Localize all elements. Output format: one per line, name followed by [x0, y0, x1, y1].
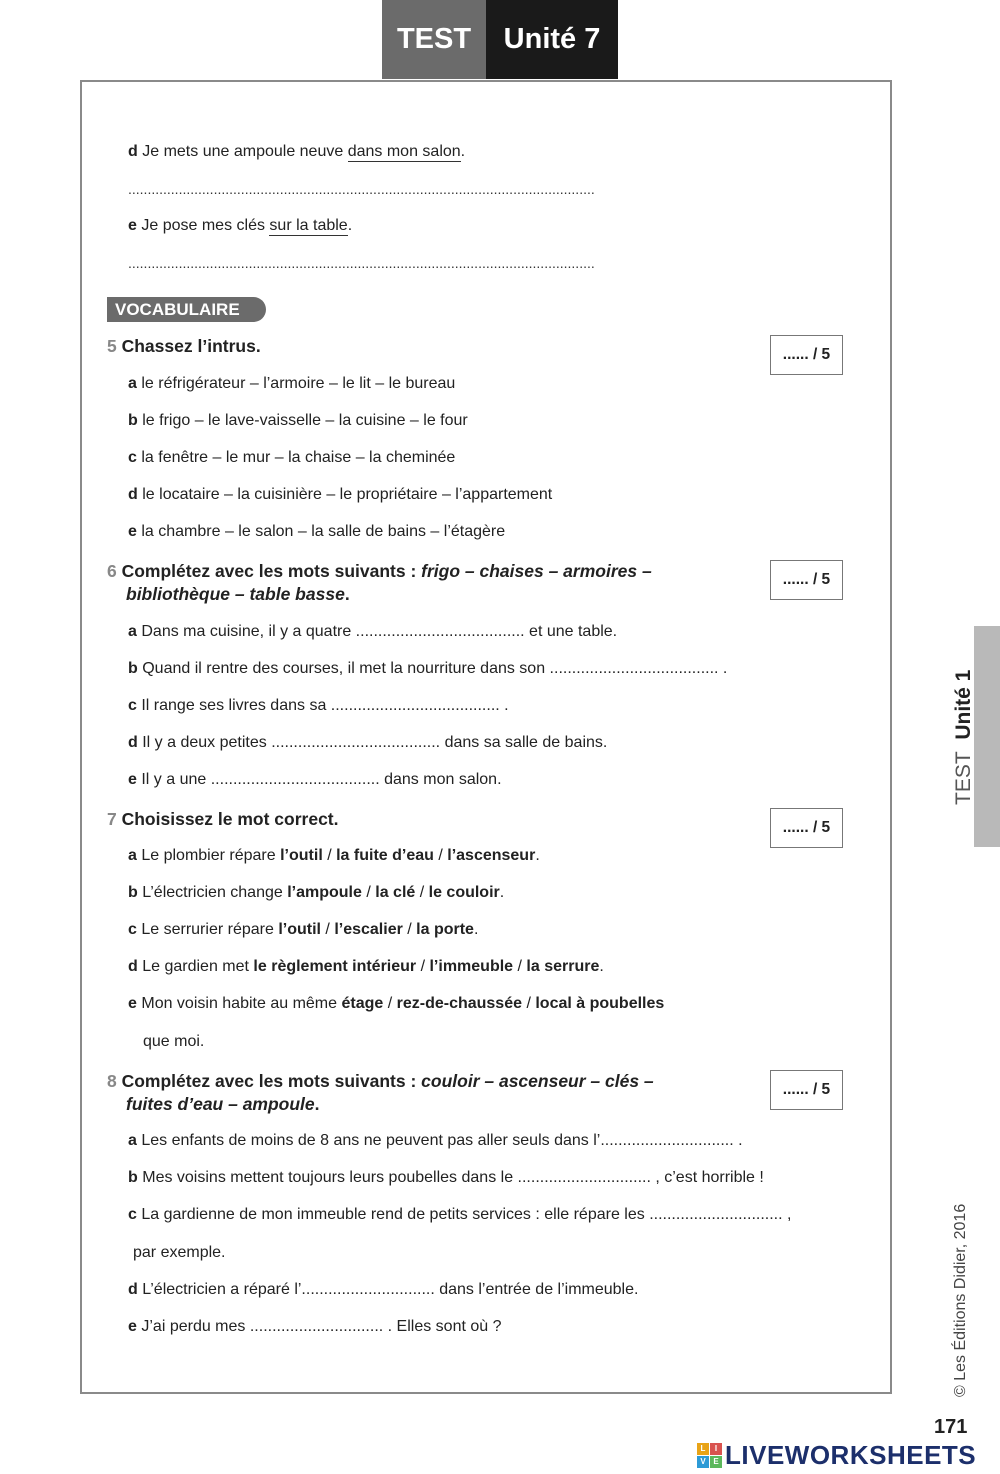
list-item: a Les enfants de moins de 8 ans ne peuvent pas aller seuls dans l’.............................. .	[128, 1132, 743, 1149]
exercise-8-title: 8 Complétez avec les mots suivants : couloir – ascenseur – clés – fuites d’eau – ampoule.	[107, 1071, 654, 1114]
option[interactable]: le couloir	[428, 884, 500, 901]
section-label-vocabulaire: VOCABULAIRE	[107, 297, 266, 322]
list-item: b le frigo – le lave-vaisselle – la cuisine – le four	[128, 412, 468, 429]
liveworksheets-watermark	[697, 1440, 976, 1471]
page-number: 171	[934, 1416, 968, 1438]
option[interactable]: l’outil	[278, 921, 321, 938]
list-item: a Le plombier répare l’outil / la fuite d’eau / l’ascenseur.	[128, 847, 540, 864]
list-item: b Quand il rentre des courses, il met la nourriture dans son ...................................... .	[128, 660, 728, 677]
copyright: © Les Éditions Didier, 2016	[952, 1203, 969, 1397]
option[interactable]: la clé	[375, 884, 416, 901]
option[interactable]: l’ampoule	[287, 884, 362, 901]
side-tab	[974, 626, 1000, 847]
option[interactable]: l’outil	[280, 847, 323, 864]
list-item: a Dans ma cuisine, il y a quatre ...................................... et une table.	[128, 623, 618, 640]
option[interactable]: la serrure	[526, 958, 600, 975]
list-item: e Il y a une ...................................... dans mon salon.	[128, 771, 502, 788]
list-item: d Il y a deux petites ...................................... dans sa salle de bains.	[128, 734, 608, 751]
option[interactable]: l’ascenseur	[447, 847, 536, 864]
intro-item-d: d Je mets une ampoule neuve dans mon salon.	[128, 143, 466, 160]
list-item: e la chambre – le salon – la salle de bains – l’étagère	[128, 523, 506, 540]
list-item-continuation: par exemple.	[133, 1244, 226, 1261]
exercise-7-score: ...... / 5	[770, 808, 843, 848]
option[interactable]: la porte	[416, 921, 474, 938]
header-unit-label: Unité 7	[486, 0, 618, 79]
list-item: c la fenêtre – le mur – la chaise – la cheminée	[128, 449, 456, 466]
exercise-6-title: 6 Complétez avec les mots suivants : frigo – chaises – armoires – bibliothèque – table basse.	[107, 561, 652, 604]
intro-item-e: e Je pose mes clés sur la table.	[128, 217, 353, 234]
page-header	[382, 0, 618, 79]
liveworksheets-logo-icon: L I V E	[697, 1443, 722, 1468]
exercise-8-score: ...... / 5	[770, 1070, 843, 1110]
exercise-6-score: ...... / 5	[770, 560, 843, 600]
list-item: b Mes voisins mettent toujours leurs poubelles dans le .............................. , c’est horrible !	[128, 1169, 764, 1186]
list-item: e J’ai perdu mes .............................. . Elles sont où ?	[128, 1318, 502, 1335]
answer-line-e[interactable]: ........................................................................................................................	[128, 255, 595, 271]
option[interactable]: la fuite d’eau	[336, 847, 434, 864]
option[interactable]: l’immeuble	[429, 958, 514, 975]
list-item: d Le gardien met le règlement intérieur / l’immeuble / la serrure.	[128, 958, 604, 975]
list-item: c Il range ses livres dans sa ...................................... .	[128, 697, 509, 714]
answer-line-d[interactable]: ........................................................................................................................	[128, 181, 595, 197]
list-item: c Le serrurier répare l’outil / l’escalier / la porte.	[128, 921, 479, 938]
exercise-5-score: ...... / 5	[770, 335, 843, 375]
side-unit-label: TEST Unité 1	[952, 669, 975, 805]
option[interactable]: le règlement intérieur	[253, 958, 417, 975]
list-item-continuation: que moi.	[143, 1033, 205, 1050]
exercise-5-title: 5 Chassez l’intrus.	[107, 336, 261, 356]
list-item: c La gardienne de mon immeuble rend de petits services : elle répare les .............................. ,	[128, 1206, 792, 1223]
option[interactable]: rez-de-chaussée	[396, 995, 522, 1012]
list-item: a le réfrigérateur – l’armoire – le lit – le bureau	[128, 375, 456, 392]
option[interactable]: étage	[341, 995, 384, 1012]
exercise-7-title: 7 Choisissez le mot correct.	[107, 809, 339, 829]
list-item: d le locataire – la cuisinière – le propriétaire – l’appartement	[128, 486, 553, 503]
list-item: e Mon voisin habite au même étage / rez-de-chaussée / local à poubelles	[128, 995, 665, 1012]
list-item: d L’électricien a réparé l’.............................. dans l’entrée de l’immeuble.	[128, 1281, 639, 1298]
list-item: b L’électricien change l’ampoule / la clé / le couloir.	[128, 884, 505, 901]
watermark-text: LIVEWORKSHEETS	[725, 1440, 977, 1470]
option[interactable]: l’escalier	[334, 921, 403, 938]
header-test-label: TEST	[382, 0, 486, 79]
option[interactable]: local à poubelles	[535, 995, 665, 1012]
